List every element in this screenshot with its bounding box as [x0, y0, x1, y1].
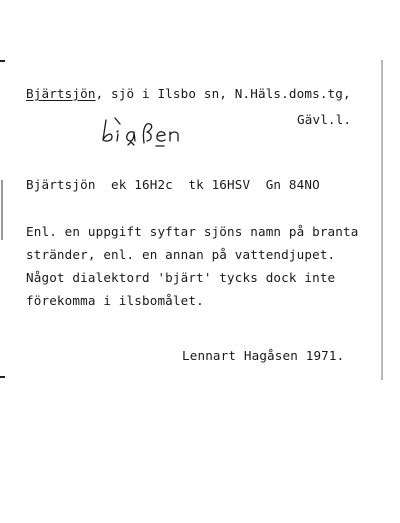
signature: Lennart Hagåsen 1971.: [182, 348, 345, 363]
body-line-3: Något dialektord 'bjärt' tycks dock inte: [26, 270, 336, 285]
card-left-edge: [0, 60, 5, 390]
map-reference: Bjärtsjön ek 16H2c tk 16HSV Gn 84NO: [26, 177, 320, 192]
headword: Bjärtsjön: [26, 86, 96, 101]
header-location: , sjö i Ilsbo sn, N.Häls.doms.tg,: [95, 86, 351, 101]
body-line-2: stränder, enl. en annan på vattendjupet.: [26, 247, 336, 262]
header-county: Gävl.l.: [297, 112, 352, 127]
phonetic-transcription: [100, 110, 190, 150]
card-right-edge: [381, 60, 383, 380]
body-line-4: förekomma i ilsbomålet.: [26, 293, 204, 308]
header-line: [26, 86, 351, 101]
body-line-1: Enl. en uppgift syftar sjöns namn på branta: [26, 224, 359, 239]
